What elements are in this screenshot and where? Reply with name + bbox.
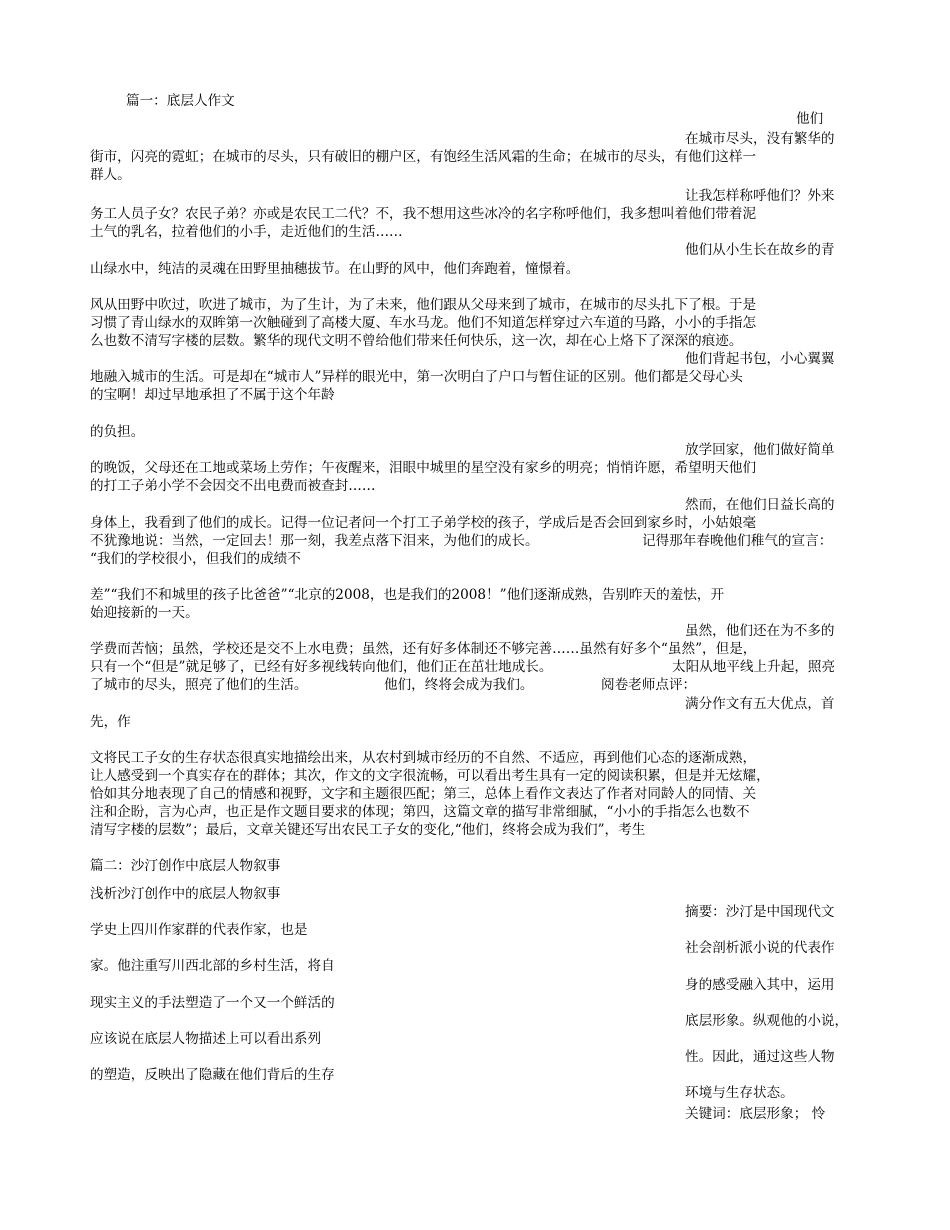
paragraph-line: 习惯了青山绿水的双眸第一次触碰到了高楼大厦、车水马龙。他们不知道怎样穿过六车道的马路，小小的手指怎 (90, 315, 757, 331)
paragraph-line: 文将民工子女的生存状态很真实地描绘出来，从农村到城市经历的不自然、不适应，再到他们心态的逐渐成熟， (90, 750, 757, 766)
paragraph-line: 街市，闪亮的霓虹；在城市的尽头，只有破旧的棚户区，有饱经生活风霜的生命；在城市的尽头，有他们这样一 (90, 149, 757, 165)
paragraph-line: 清写字楼的层数”；最后，文章关键还写出农民工子女的变化,“他们，终将会成为我们”，考生 (90, 822, 646, 838)
abstract-line: 底层形象。纵观他的小说， (685, 1013, 849, 1029)
paragraph-line: 让人感受到一个真实存在的群体；其次，作文的文字很流畅，可以看出考生具有一定的阅读积累，但是并无炫耀， (90, 768, 770, 784)
abstract-line: 家。他注重写川西北部的乡村生活，将自 (90, 958, 335, 974)
paragraph-line: 他们背起书包，小心翼翼 (685, 351, 835, 367)
paragraph-line: 身体上，我看到了他们的成长。记得一位记者问一个打工子弟学校的孩子，学成后是否会回到家乡时，小姑娘毫 (90, 515, 757, 531)
paragraph-line: 先，作 (90, 714, 131, 730)
abstract-line: 的塑造，反映出了隐藏在他们背后的生存 (90, 1067, 335, 1083)
section-heading: 篇一：底层人作文 (126, 93, 235, 109)
paragraph-line: 务工人员子女？农民子弟？亦或是农民工二代？不，我不想用这些冰冷的名字称呼他们，我多想叫着他们带着泥 (90, 206, 757, 222)
paragraph-line: 他们从小生长在故乡的青 (685, 242, 835, 258)
abstract-line: 应该说在底层人物描述上可以看出系列 (90, 1031, 322, 1047)
paragraph-line: 他们，终将会成为我们。 (384, 677, 534, 693)
abstract-line: 摘要：沙汀是中国现代文 (685, 904, 835, 920)
paragraph-line: 恰如其分地表现了自己的情感和视野，文字和主题很匹配；第三，总体上看作文表达了作者对同龄人的同情、关 (90, 786, 757, 802)
paragraph-line: 学费而苦恼；虽然，学校还是交不上水电费；虽然，还有好多体制还不够完善……虽然有好多个“虽然”，但是， (90, 641, 757, 657)
paragraph-line: 的晚饭，父母还在工地或菜场上劳作；午夜醒来，泪眼中城里的星空没有家乡的明亮；悄悄许愿，希望明天他们 (90, 460, 757, 476)
paragraph-line: 群人。 (90, 167, 131, 183)
paragraph-line: 记得那年春晚他们稚气的宣言： (642, 533, 833, 549)
paragraph-line: 太阳从地平线上升起，照亮 (672, 659, 836, 675)
paragraph-line: 放学回家，他们做好简单 (685, 442, 835, 458)
paragraph-line: 注和企盼，言为心声，也正是作文题目要求的体现；第四，这篇文章的描写非常细腻，“小小的手指怎么也数不 (90, 804, 750, 820)
paragraph-line: 阅卷老师点评： (601, 677, 697, 693)
abstract-line: 现实主义的手法塑造了一个又一个鲜活的 (90, 995, 335, 1011)
abstract-line: 环境与生存状态。 (685, 1085, 794, 1101)
paragraph-line: 在城市尽头，没有繁华的 (685, 131, 835, 147)
abstract-line: 性。因此，通过这些人物 (685, 1049, 835, 1065)
paragraph-line: 的宝啊！却过早地承担了不属于这个年龄 (90, 387, 335, 403)
section-heading: 篇二：沙汀创作中底层人物叙事 (90, 858, 281, 874)
paragraph-line: 的打工子弟小学不会因交不出电费而被查封…… (90, 478, 376, 494)
abstract-line: 身的感受融入其中，运用 (685, 977, 835, 993)
paragraph-line: 满分作文有五大优点，首 (685, 696, 835, 712)
paragraph-line: 土气的乳名，拉着他们的小手，走近他们的生活…… (90, 224, 403, 240)
paragraph-line: “我们的学校很小，但我们的成绩不 (90, 551, 301, 567)
abstract-line: 社会剖析派小说的代表作 (685, 940, 835, 956)
paragraph-line: 山绿水中，纯洁的灵魂在田野里抽穗拔节。在山野的风中，他们奔跑着，憧憬着。 (90, 261, 580, 277)
paragraph-line: 然而，在他们日益长高的 (685, 497, 835, 513)
paragraph-line: 他们 (796, 111, 824, 127)
paragraph-line: 始迎接新的一天。 (90, 605, 199, 621)
paragraph-line: 差”“我们不和城里的孩子比爸爸”“北京的2008，也是我们的2008！”他们逐渐成熟，告别昨天的羞怯，开 (90, 587, 725, 603)
paragraph-line: 风从田野中吹过，吹进了城市，为了生计，为了未来，他们跟从父母来到了城市，在城市的尽头扎下了根。于是 (90, 297, 757, 313)
abstract-line: 学史上四川作家群的代表作家，也是 (90, 922, 308, 938)
paragraph-line: 么也数不清写字楼的层数。繁华的现代文明不曾给他们带来任何快乐，这一次，却在心上烙下了深深的痕迹。 (90, 333, 743, 349)
section-subtitle: 浅析沙汀创作中的底层人物叙事 (90, 886, 281, 902)
paragraph-line: 让我怎样称呼他们？外来 (685, 188, 835, 204)
paragraph-line: 了城市的尽头，照亮了他们的生活。 (90, 677, 308, 693)
paragraph-line: 虽然，他们还在为不多的 (685, 623, 835, 639)
paragraph-line: 不犹豫地说：当然，一定回去！那一刻，我差点落下泪来，为他们的成长。 (90, 533, 539, 549)
keywords-line: 关键词：底层形象； 怜 (685, 1106, 826, 1122)
paragraph-line: 的负担。 (90, 424, 145, 440)
paragraph-line: 地融入城市的生活。可是却在“城市人”异样的眼光中，第一次明白了户口与暂住证的区别。他们都是父母心头 (90, 369, 743, 385)
paragraph-line: 只有一个“但是”就足够了，已经有好多视线转向他们，他们正在茁壮地成长。 (90, 659, 553, 675)
